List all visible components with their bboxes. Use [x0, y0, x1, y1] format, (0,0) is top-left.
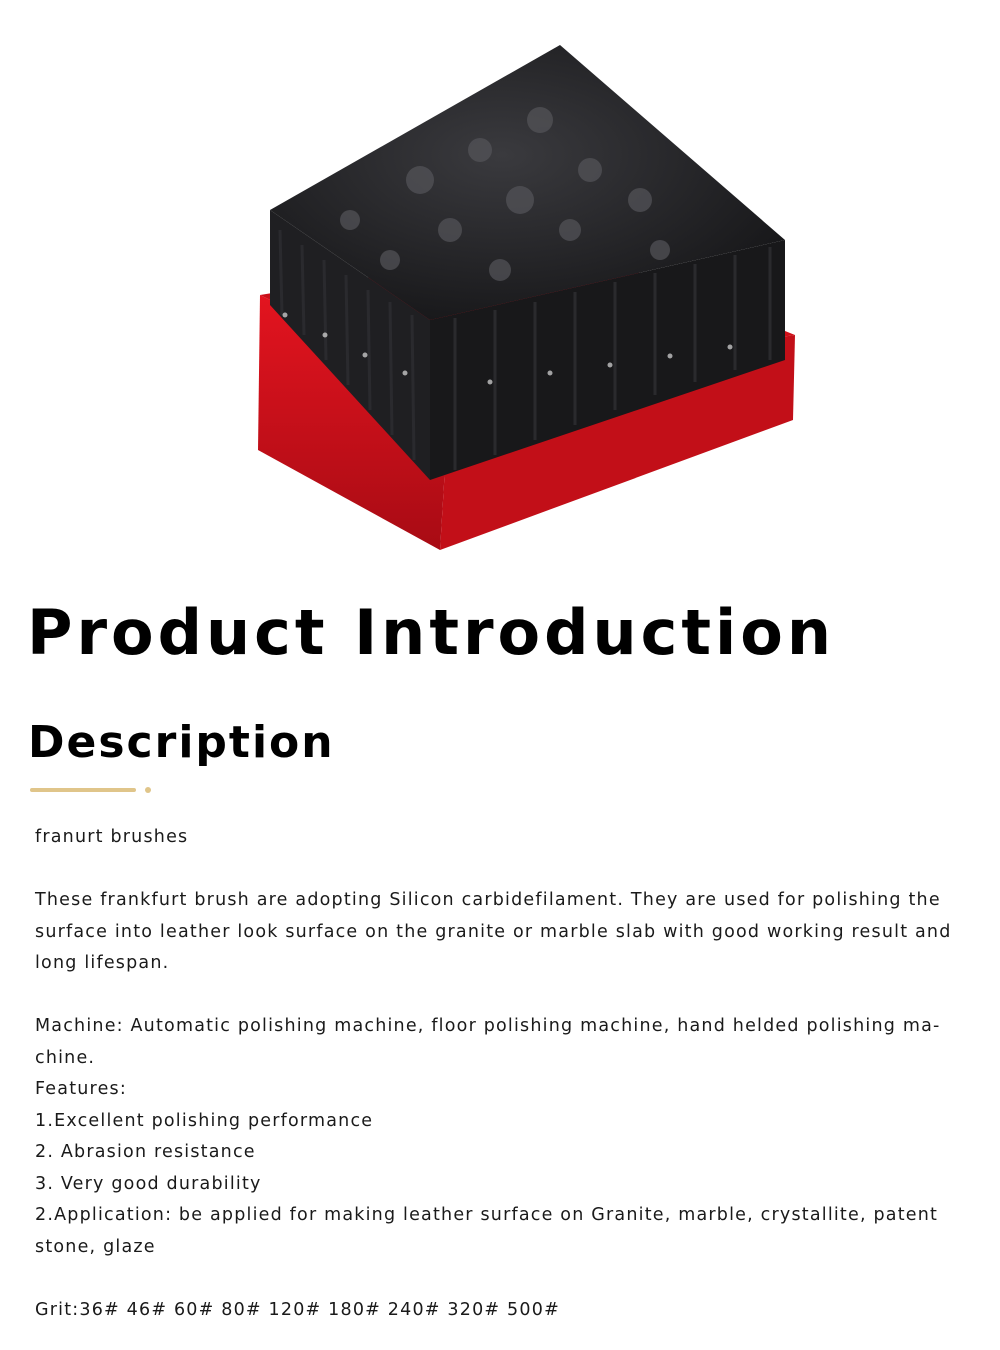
feature-item: 1.Excellent polishing performance	[35, 1110, 374, 1131]
features-label: Features:	[35, 1079, 127, 1099]
machine-line-1: Machine: Automatic polishing machine, floor polishing machine, hand helded polishing ma-	[35, 1016, 941, 1036]
brush-icon	[240, 30, 800, 560]
heading-dot	[145, 787, 151, 793]
intro-line-2: surface into leather look surface on the granite or marble slab with good working result and	[35, 921, 952, 942]
description-body	[35, 822, 955, 1326]
feature-item: 2. Abrasion resistance	[35, 1142, 256, 1162]
grit-list: Grit:36# 46# 60# 80# 120# 180# 240# 320# 500#	[35, 1299, 560, 1320]
application-line-2: stone, glaze	[35, 1236, 156, 1257]
heading-underline	[30, 788, 136, 792]
intro-line-3: long lifespan.	[35, 953, 170, 973]
page-title: Product Introduction	[27, 596, 836, 669]
intro-line-1: These frankfurt brush are adopting Silicon carbidefilament. They are used for polishing the	[35, 890, 941, 910]
product-name: franurt brushes	[35, 827, 189, 847]
machine-line-2: chine.	[35, 1047, 96, 1068]
product-photo	[240, 30, 800, 560]
section-heading-description: Description	[28, 717, 335, 768]
application-line-1: 2.Application: be applied for making leather surface on Granite, marble, crystallite, patent	[35, 1205, 939, 1225]
feature-item: 3. Very good durability	[35, 1173, 262, 1194]
